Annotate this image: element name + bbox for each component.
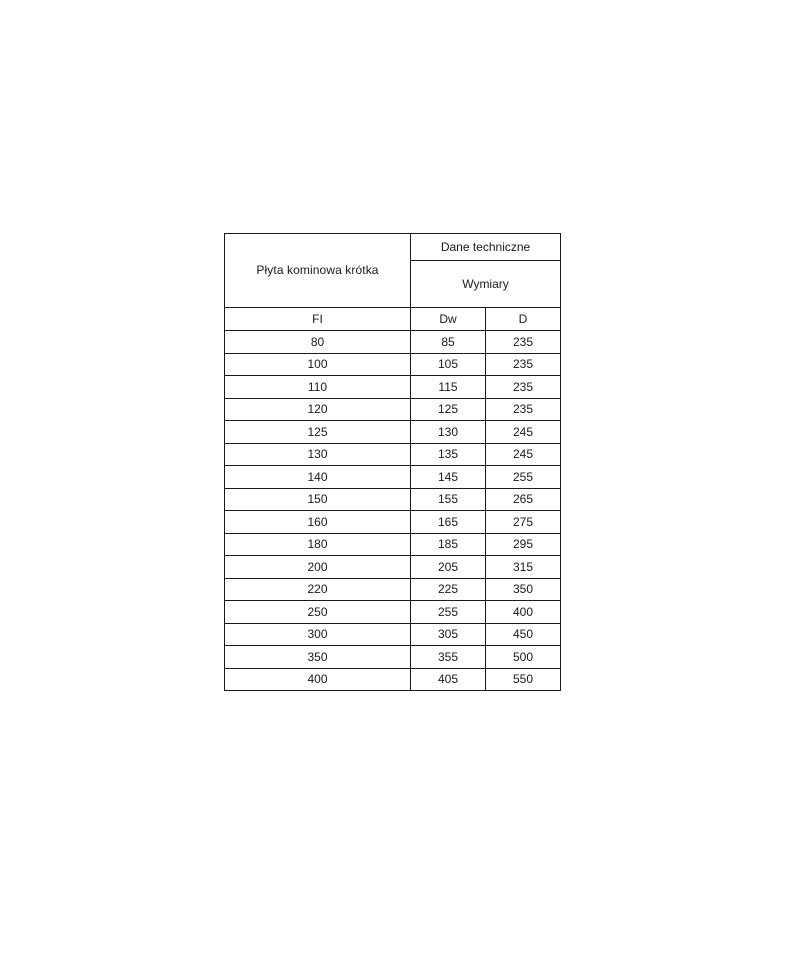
cell-dw: 225 xyxy=(411,578,486,601)
cell-dw: 85 xyxy=(411,331,486,354)
cell-fi: 200 xyxy=(225,556,411,579)
table-row xyxy=(225,511,561,534)
table-row xyxy=(225,556,561,579)
cell-d: 275 xyxy=(486,511,561,534)
cell-fi: 160 xyxy=(225,511,411,534)
cell-fi: 300 xyxy=(225,623,411,646)
cell-d: 235 xyxy=(486,376,561,399)
table-row xyxy=(225,353,561,376)
cell-fi: 110 xyxy=(225,376,411,399)
cell-dw: 165 xyxy=(411,511,486,534)
cell-d: 400 xyxy=(486,601,561,624)
cell-dw: 405 xyxy=(411,668,486,691)
cell-fi: 350 xyxy=(225,646,411,669)
cell-d: 255 xyxy=(486,466,561,489)
table-header-row-group xyxy=(225,234,561,261)
cell-fi: 150 xyxy=(225,488,411,511)
table-row xyxy=(225,601,561,624)
cell-fi: 120 xyxy=(225,398,411,421)
cell-fi: 80 xyxy=(225,331,411,354)
cell-dw: 125 xyxy=(411,398,486,421)
cell-dw: 355 xyxy=(411,646,486,669)
table-row xyxy=(225,646,561,669)
column-header-dw: Dw xyxy=(411,308,486,331)
cell-d: 500 xyxy=(486,646,561,669)
cell-dw: 155 xyxy=(411,488,486,511)
cell-d: 245 xyxy=(486,443,561,466)
cell-dw: 135 xyxy=(411,443,486,466)
cell-dw: 185 xyxy=(411,533,486,556)
cell-dw: 205 xyxy=(411,556,486,579)
table-row xyxy=(225,466,561,489)
cell-fi: 140 xyxy=(225,466,411,489)
cell-dw: 305 xyxy=(411,623,486,646)
cell-d: 315 xyxy=(486,556,561,579)
cell-dw: 105 xyxy=(411,353,486,376)
table-row xyxy=(225,331,561,354)
column-header-fi: FI xyxy=(225,308,411,331)
table-row xyxy=(225,488,561,511)
table-row xyxy=(225,623,561,646)
sub-header-dimensions: Wymiary xyxy=(411,261,561,308)
table-row xyxy=(225,443,561,466)
group-header-technical-data: Dane techniczne xyxy=(411,234,561,261)
cell-dw: 255 xyxy=(411,601,486,624)
cell-fi: 180 xyxy=(225,533,411,556)
cell-fi: 220 xyxy=(225,578,411,601)
cell-d: 265 xyxy=(486,488,561,511)
table-row xyxy=(225,533,561,556)
cell-d: 450 xyxy=(486,623,561,646)
table-column-header-row xyxy=(225,308,561,331)
spec-table-container xyxy=(224,233,560,691)
cell-fi: 100 xyxy=(225,353,411,376)
table-row xyxy=(225,398,561,421)
cell-d: 550 xyxy=(486,668,561,691)
cell-dw: 115 xyxy=(411,376,486,399)
product-title-cell: Płyta kominowa krótka xyxy=(225,234,411,308)
cell-fi: 400 xyxy=(225,668,411,691)
column-header-d: D xyxy=(486,308,561,331)
table-row xyxy=(225,668,561,691)
table-row xyxy=(225,421,561,444)
cell-d: 235 xyxy=(486,398,561,421)
cell-dw: 130 xyxy=(411,421,486,444)
cell-fi: 130 xyxy=(225,443,411,466)
technical-data-table xyxy=(224,233,561,691)
cell-d: 295 xyxy=(486,533,561,556)
cell-d: 235 xyxy=(486,331,561,354)
cell-fi: 125 xyxy=(225,421,411,444)
cell-dw: 145 xyxy=(411,466,486,489)
table-row xyxy=(225,376,561,399)
table-row xyxy=(225,578,561,601)
table-body xyxy=(225,234,561,691)
cell-d: 235 xyxy=(486,353,561,376)
cell-d: 350 xyxy=(486,578,561,601)
cell-d: 245 xyxy=(486,421,561,444)
cell-fi: 250 xyxy=(225,601,411,624)
